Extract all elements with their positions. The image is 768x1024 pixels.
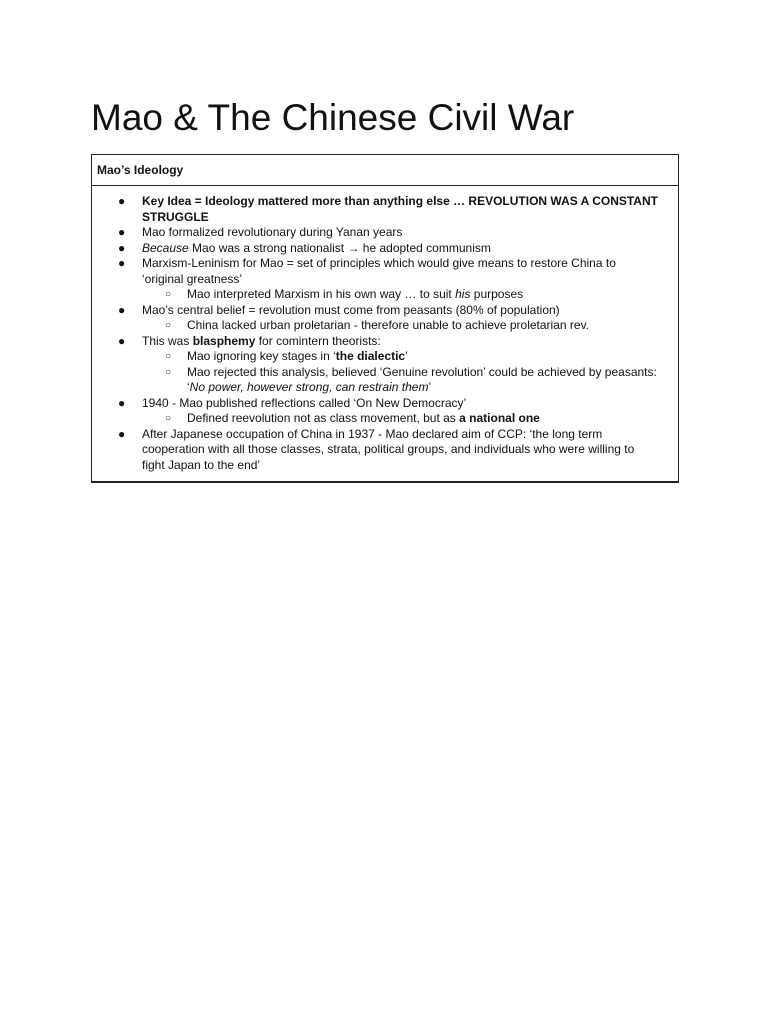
bullet-dot-icon: ● — [118, 395, 126, 410]
sub-bullet-item — [92, 287, 678, 303]
bullet-item — [92, 256, 678, 287]
bullet-text: After Japanese occupation of China in 1937 - Mao declared aim of CCP: ‘the long term cooperation with all those classes, strata, political groups, and individuals who were willing to fight Japan to the end’ — [142, 426, 635, 472]
bullet-text: Mao’s central belief = revolution must come from peasants (80% of population) — [142, 302, 560, 317]
bullet-text: Marxism-Leninism for Mao = set of principles which would give means to restore China to ‘original greatness’ — [142, 256, 616, 286]
bullet-text: 1940 - Mao published reflections called ‘On New Democracy’ — [142, 395, 467, 410]
bullet-circle-icon: ○ — [165, 351, 172, 362]
bullet-item — [92, 194, 678, 225]
plain-text: Mao ignoring key stages in ‘ — [187, 349, 336, 363]
bullet-dot-icon: ● — [118, 240, 126, 255]
bold-text: blasphemy — [192, 333, 256, 348]
bullet-item — [92, 427, 678, 474]
sub-bullet-item — [92, 349, 678, 365]
bold-text: a national one — [459, 411, 540, 425]
plain-text: Defined reevolution not as class movement, but as — [187, 411, 460, 425]
section-body — [92, 186, 678, 481]
sub-bullet-text — [187, 287, 678, 303]
bullet-item — [92, 225, 678, 241]
sub-bullet-text — [187, 365, 678, 396]
italic-text: No power, however strong, can restrain them — [189, 380, 429, 394]
sub-bullet-text — [187, 411, 678, 427]
sub-bullet-text — [187, 349, 678, 365]
bullet-item — [92, 241, 678, 257]
bullet-item — [92, 396, 678, 412]
plain-text: Mao interpreted Marxism in his own way … to suit — [187, 287, 456, 301]
plain-text: ’ — [428, 380, 432, 394]
sub-bullet-item — [92, 411, 678, 427]
sub-bullet-item — [92, 365, 678, 396]
bullet-text: Mao formalized revolutionary during Yanan years — [142, 225, 403, 239]
sub-bullet-text: China lacked urban proletarian - therefore unable to achieve proletarian rev. — [187, 318, 590, 332]
bullet-circle-icon: ○ — [165, 413, 172, 424]
bullet-text — [142, 334, 678, 350]
plain-text: Mao was a strong nationalist → he adopted communism — [188, 240, 491, 255]
notes-table — [91, 154, 679, 483]
bullet-dot-icon: ● — [118, 194, 126, 208]
document-title: Mao & The Chinese Civil War — [91, 97, 575, 138]
plain-text: This was — [142, 333, 193, 348]
sub-bullet-item — [92, 318, 678, 334]
bullet-dot-icon: ● — [118, 256, 126, 270]
italic-text: Because — [142, 240, 189, 255]
plain-text: purposes — [470, 287, 524, 301]
bullet-item — [92, 303, 678, 319]
bullet-text — [142, 241, 678, 257]
plain-text: Mao rejected this analysis, believed ‘Genuine revolution’ could be achieved by peasants: ‘ — [187, 364, 657, 394]
italic-text: his — [455, 287, 471, 301]
bullet-circle-icon: ○ — [165, 289, 172, 300]
plain-text: for comintern theorists: — [255, 333, 381, 348]
bullet-circle-icon: ○ — [165, 366, 172, 378]
bullet-dot-icon: ● — [118, 333, 126, 348]
bold-text: the dialectic — [335, 349, 406, 363]
bullet-dot-icon: ● — [118, 225, 126, 239]
key-idea-text: Key Idea = Ideology mattered more than anything else … REVOLUTION WAS A CONSTANT STRUGGLE — [142, 194, 658, 224]
plain-text: ’ — [405, 349, 408, 363]
bullet-circle-icon: ○ — [165, 320, 172, 331]
bullet-item — [92, 334, 678, 350]
bullet-dot-icon: ● — [118, 302, 126, 317]
section-heading: Mao’s Ideology — [92, 155, 678, 186]
bullet-dot-icon: ● — [118, 426, 126, 441]
